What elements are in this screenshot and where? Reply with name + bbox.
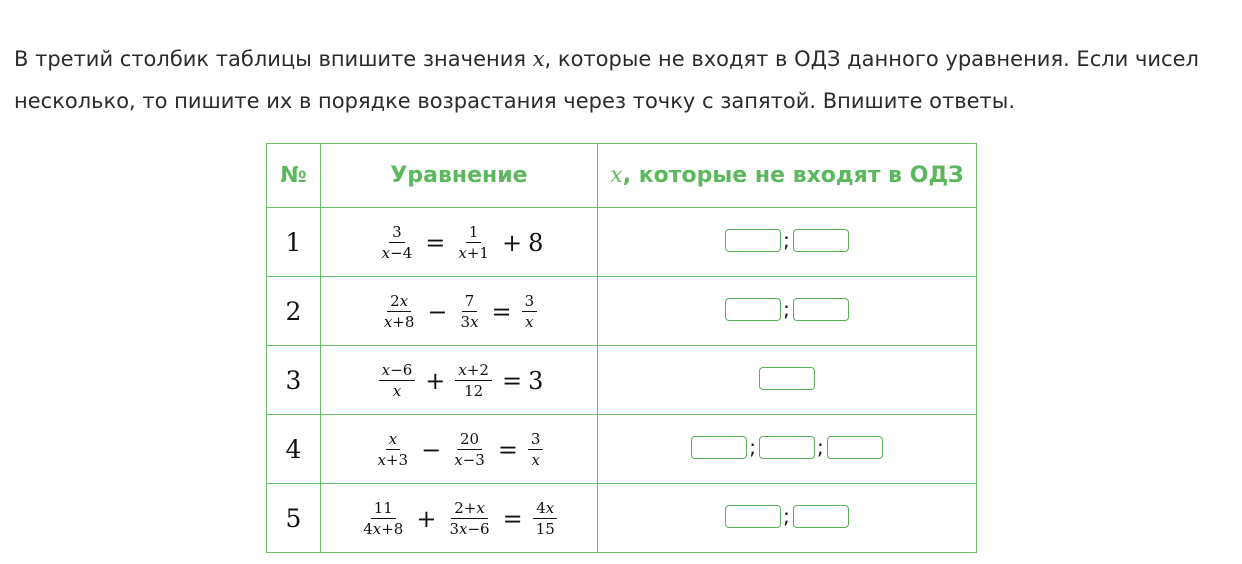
equation-cell (321, 346, 598, 415)
fraction-3-denominator: x (525, 313, 534, 331)
fraction-2-numerator: 7 (462, 292, 478, 312)
equation-cell (321, 484, 598, 553)
fraction-2 (455, 223, 492, 262)
fraction-3-numerator: 4x (533, 499, 557, 519)
operator-1: + (425, 366, 446, 395)
fraction-1-numerator: x−6 (379, 361, 416, 381)
fraction-2 (451, 430, 488, 469)
fraction-2-numerator: 1 (466, 223, 482, 243)
operator-2: = (501, 366, 523, 395)
operator-2: + (501, 228, 523, 257)
fraction-1-numerator: 11 (371, 499, 396, 519)
fraction-2 (446, 499, 492, 538)
separator-semicolon: ; (749, 435, 756, 460)
answer-input[interactable] (793, 298, 849, 321)
header-excluded-label: , которые не входят в ОДЗ (622, 163, 964, 188)
row-number: 4 (267, 415, 321, 484)
equation-cell (321, 277, 598, 346)
answer-input[interactable] (725, 298, 781, 321)
equation (371, 430, 548, 469)
task-text (14, 38, 1236, 122)
equation (356, 499, 562, 538)
fraction-2-denominator: 12 (464, 382, 484, 400)
fraction-3-numerator: 3 (522, 292, 538, 312)
header-number: № (267, 144, 321, 208)
operator-1: − (421, 435, 442, 464)
row-number: 2 (267, 277, 321, 346)
fraction-1-denominator: x+3 (377, 451, 409, 469)
answer-inputs (759, 367, 815, 390)
table-row (267, 208, 977, 277)
fraction-1 (375, 430, 412, 469)
row-number: 3 (267, 346, 321, 415)
task-variable-x: x (532, 47, 545, 71)
fraction-1-denominator: 4x+8 (363, 520, 404, 538)
fraction-2-denominator: x−3 (454, 451, 485, 469)
separator-semicolon: ; (783, 504, 790, 529)
task-text-part2: , которые не входят в ОДЗ данного уравнения. Если чисел несколько, то пишите их в порядке возрастания через точку с запятой. Впишите ответы. (14, 47, 1199, 113)
answer-inputs (725, 297, 849, 321)
operator-1: − (427, 297, 448, 326)
answer-input[interactable] (793, 505, 849, 528)
fraction-1-denominator: x+8 (383, 313, 415, 331)
equation (375, 361, 544, 400)
equation (375, 223, 544, 262)
operator-1: + (416, 504, 437, 533)
fraction-3-denominator: 15 (535, 520, 555, 538)
table-row (267, 277, 977, 346)
fraction-2-denominator: 3x−6 (449, 520, 490, 538)
answer-input[interactable] (725, 229, 781, 252)
answer-inputs (691, 435, 883, 459)
equation (377, 292, 541, 331)
row-number: 1 (267, 208, 321, 277)
equation-constant: 3 (528, 366, 544, 395)
answer-input[interactable] (759, 436, 815, 459)
answer-inputs (725, 228, 849, 252)
fraction-1 (379, 361, 416, 400)
header-excluded-values (598, 144, 977, 208)
answer-cell (598, 484, 977, 553)
fraction-1 (381, 292, 418, 331)
separator-semicolon: ; (783, 228, 790, 253)
fraction-3 (528, 430, 544, 469)
header-variable-x: x (610, 163, 623, 188)
answer-input[interactable] (759, 367, 815, 390)
fraction-1-denominator: x (392, 382, 402, 400)
fraction-1-numerator: 2x (387, 292, 411, 312)
operator-2: = (491, 297, 512, 326)
operator-1: = (425, 228, 446, 257)
answer-cell (598, 208, 977, 277)
fraction-3-denominator: x (531, 451, 540, 469)
equations-table (266, 143, 977, 553)
fraction-2-denominator: x+1 (458, 244, 489, 262)
fraction-2 (458, 292, 482, 331)
equation-cell (321, 415, 598, 484)
answer-cell (598, 277, 977, 346)
fraction-1-numerator: x (386, 430, 400, 450)
answer-input[interactable] (691, 436, 747, 459)
answer-input[interactable] (725, 505, 781, 528)
equation-cell (321, 208, 598, 277)
fraction-2-numerator: x+2 (455, 361, 492, 381)
table-row (267, 484, 977, 553)
fraction-2-numerator: 20 (457, 430, 482, 450)
header-equation: Уравнение (321, 144, 598, 208)
operator-2: = (497, 435, 518, 464)
answer-inputs (725, 504, 849, 528)
task-text-part1: В третий столбик таблицы впишите значения (14, 47, 533, 71)
table-header-row (267, 144, 977, 208)
row-number: 5 (267, 484, 321, 553)
table-row (267, 415, 977, 484)
equation-constant: 8 (528, 228, 544, 257)
answer-cell (598, 415, 977, 484)
separator-semicolon: ; (783, 297, 790, 322)
fraction-3-numerator: 3 (528, 430, 544, 450)
fraction-3 (533, 499, 558, 538)
fraction-1 (360, 499, 406, 538)
fraction-2-denominator: 3x (460, 313, 479, 331)
fraction-1-denominator: x−4 (381, 244, 413, 262)
fraction-3 (522, 292, 538, 331)
fraction-2 (455, 361, 492, 400)
fraction-1-numerator: 3 (389, 223, 405, 243)
table-row (267, 346, 977, 415)
separator-semicolon: ; (817, 435, 824, 460)
fraction-1 (379, 223, 416, 262)
fraction-2-numerator: 2+x (451, 499, 488, 519)
answer-input[interactable] (793, 229, 849, 252)
answer-input[interactable] (827, 436, 883, 459)
answer-cell (598, 346, 977, 415)
operator-2: = (502, 504, 523, 533)
